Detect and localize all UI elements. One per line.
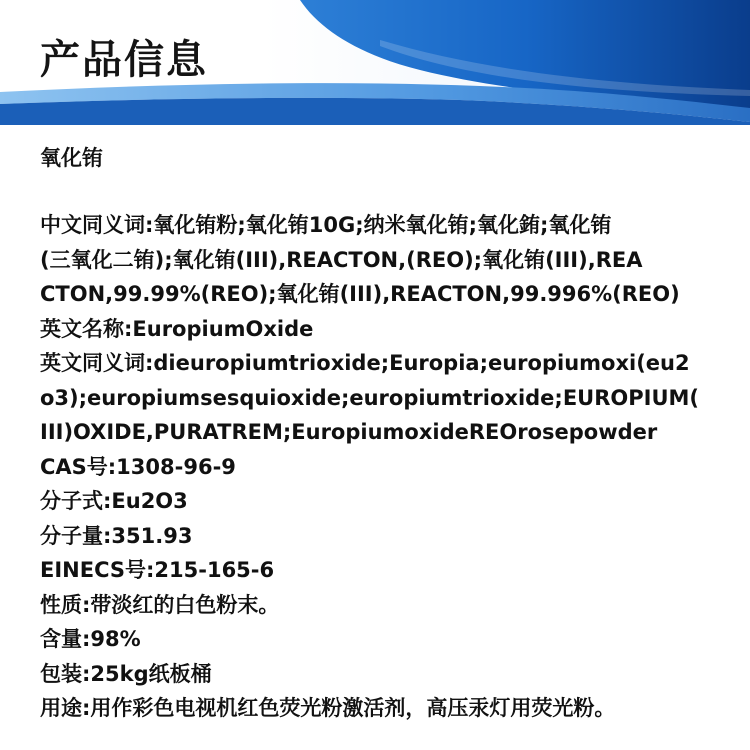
info-line-formula: 分子式:Eu2O3 xyxy=(40,489,188,513)
info-line-chinese-synonyms-1: 中文同义词:氧化铕粉;氧化铕10G;纳米氧化铕;氧化銪;氧化铕 xyxy=(40,213,612,237)
product-name: 氧化铕 xyxy=(40,146,103,170)
info-line-molecular-weight: 分子量:351.93 xyxy=(40,523,193,548)
info-line-packaging: 包装:25kg纸板桶 xyxy=(40,661,212,686)
header-banner xyxy=(0,0,750,125)
info-line-chinese-synonyms-2: (三氧化二铕);氧化铕(III),REACTON,(REO);氧化铕(III),REA xyxy=(40,247,643,272)
info-line-english-name: 英文名称:EuropiumOxide xyxy=(40,316,314,341)
info-line-english-synonyms-1: 英文同义词:dieuropiumtrioxide;Europia;europiumoxi(eu2 xyxy=(40,351,690,375)
info-line-cas: CAS号:1308-96-9 xyxy=(40,454,236,479)
info-line-english-synonyms-2: o3);europiumsesquioxide;europiumtrioxide;EUROPIUM( xyxy=(40,385,699,410)
info-line-content: 含量:98% xyxy=(40,627,141,651)
info-line-english-synonyms-3: III)OXIDE,PURATREM;EuropiumoxideREOrosepowder xyxy=(40,420,658,444)
info-line-properties: 性质:带淡红的白色粉末。 xyxy=(40,592,280,617)
info-line-einecs: EINECS号:215-165-6 xyxy=(40,558,275,582)
page-title: 产品信息 xyxy=(40,37,208,83)
product-info-list xyxy=(40,208,750,726)
info-line-chinese-synonyms-3: CTON,99.99%(REO);氧化铕(III),REACTON,99.996%(REO) xyxy=(40,282,680,306)
info-line-usage: 用途:用作彩色电视机红色荧光粉激活剂，高压汞灯用荧光粉。 xyxy=(40,696,616,720)
